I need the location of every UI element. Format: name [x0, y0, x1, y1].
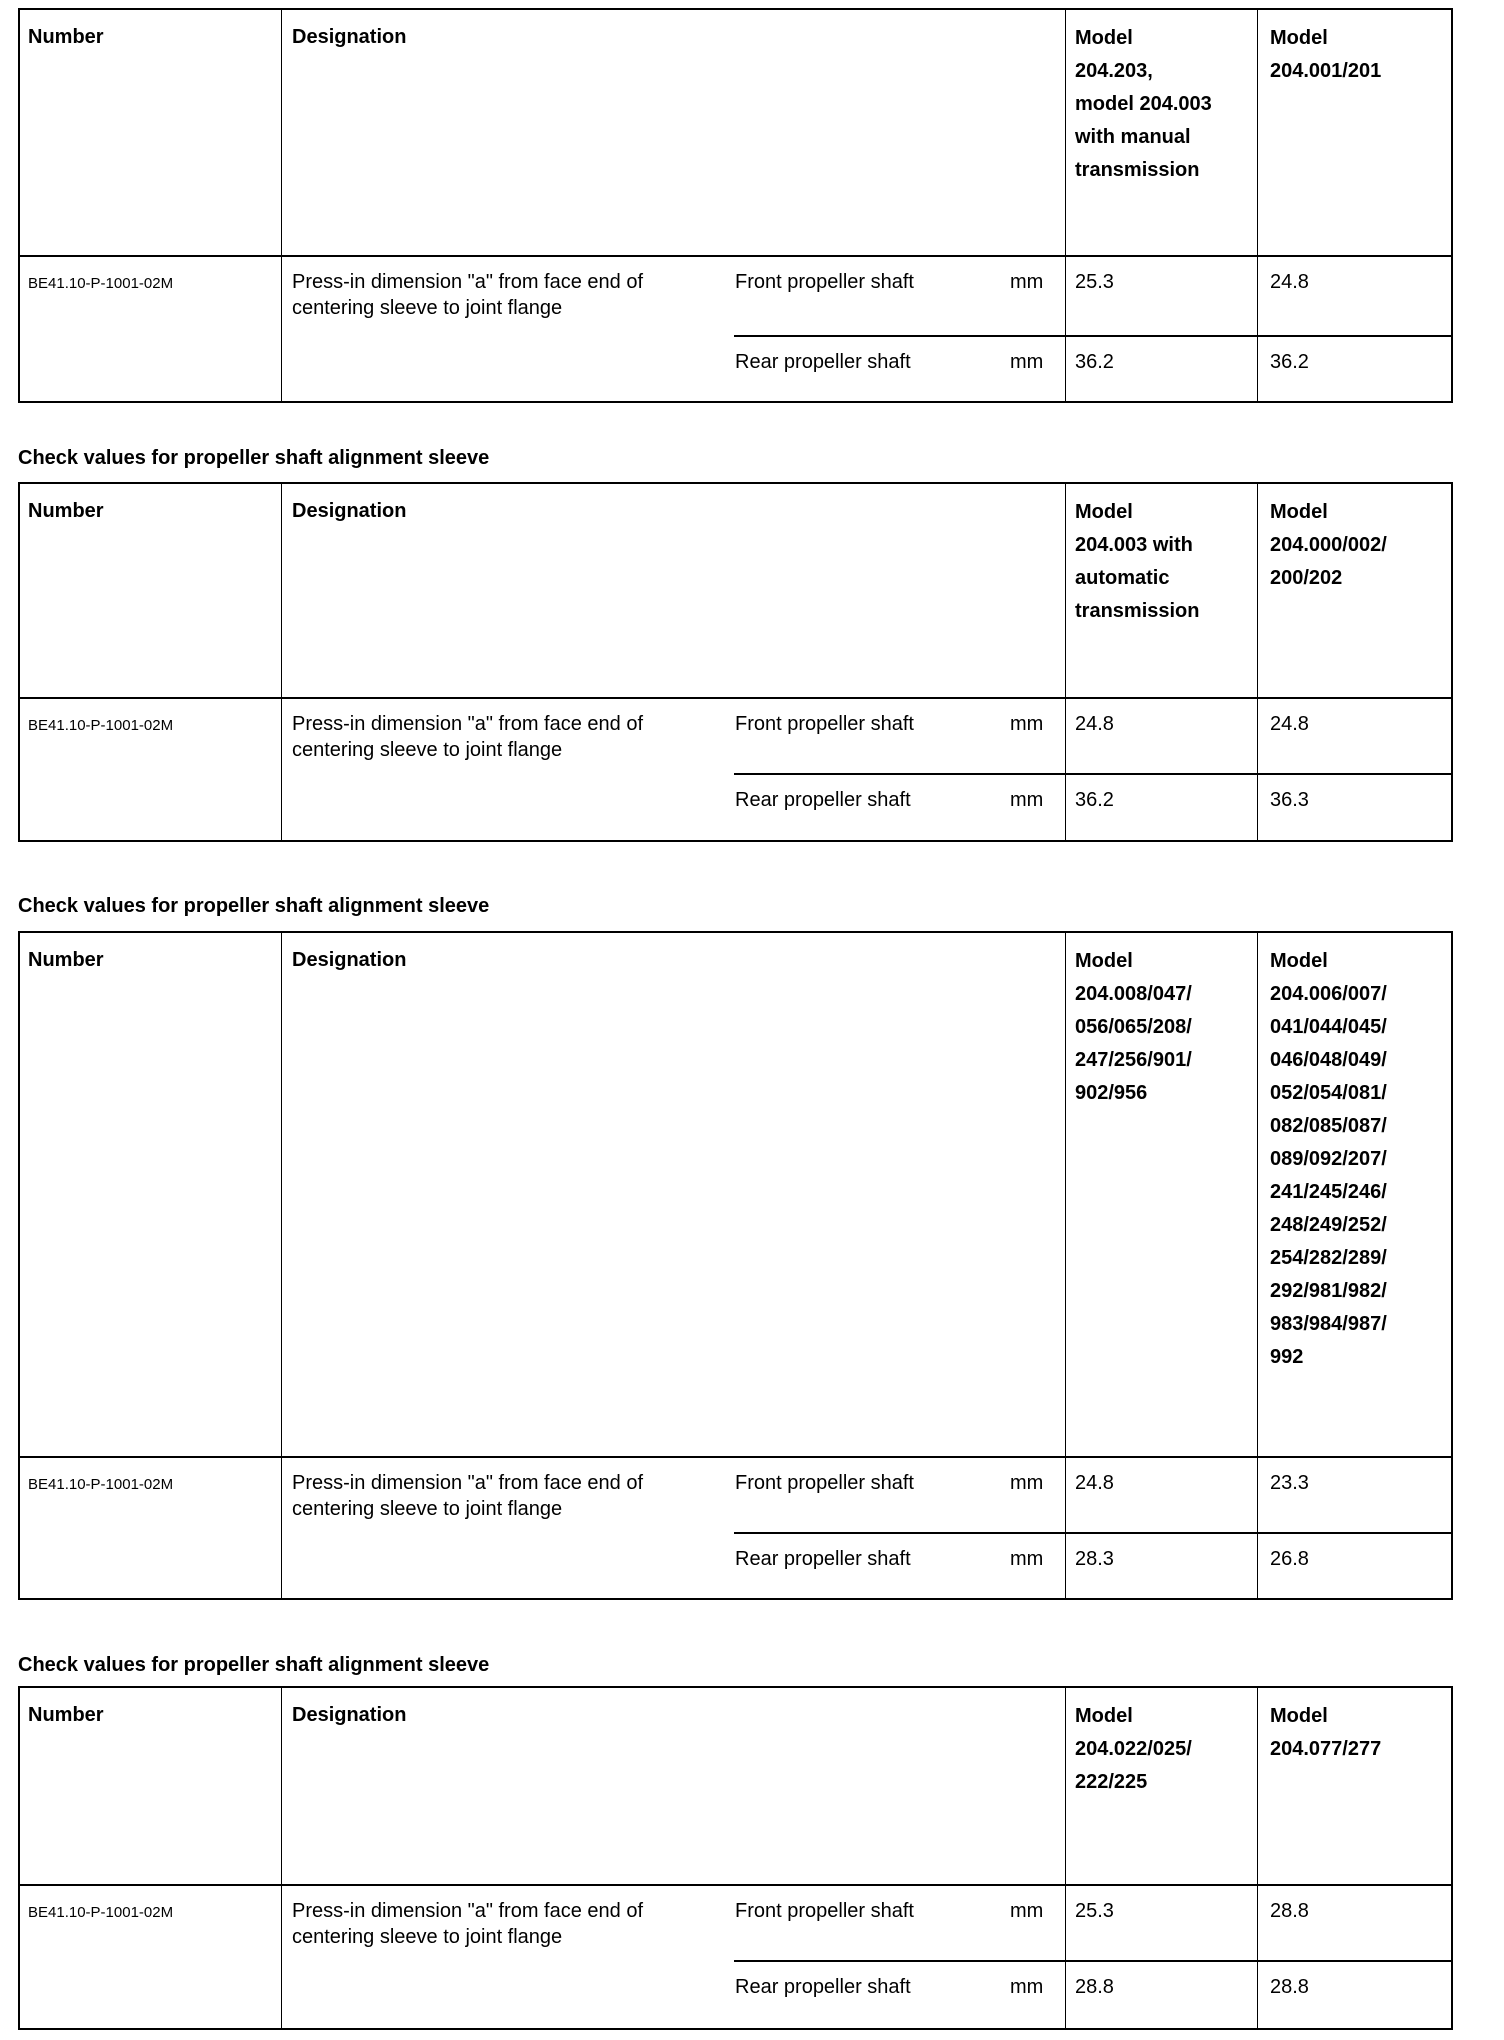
spec-table: [18, 8, 1453, 403]
rear-label: Rear propeller shaft: [735, 351, 911, 373]
number-cell: BE41.10-P-1001-02M: [28, 717, 174, 734]
header-row: [20, 484, 1451, 699]
header-model-b: Model 204.000/002/ 200/202: [1270, 501, 1387, 589]
header-model-a: Model 204.022/025/ 222/225: [1075, 1705, 1192, 1793]
header-row: [20, 10, 1451, 257]
row-divider: [734, 1960, 1451, 1962]
designation-cell: Press-in dimension "a" from face end of centering sleeve to joint flange: [292, 271, 644, 319]
front-unit: mm: [1010, 1900, 1044, 1922]
header-designation: Designation: [292, 1704, 407, 1726]
rear-value-b: 28.8: [1270, 1976, 1309, 1998]
rear-unit: mm: [1010, 351, 1044, 373]
header-row: [20, 1688, 1451, 1886]
column-divider: [1065, 1688, 1066, 2028]
header-model-a: Model 204.003 with automatic transmission: [1075, 501, 1200, 622]
column-divider: [1257, 933, 1258, 1598]
header-number: Number: [28, 1704, 104, 1726]
front-value-b: 24.8: [1270, 271, 1309, 293]
header-model-a: Model 204.203, model 204.003 with manual transmission: [1075, 27, 1212, 181]
header-model-a: Model 204.008/047/ 056/065/208/ 247/256/901/ 902/956: [1075, 950, 1192, 1104]
front-value-b: 23.3: [1270, 1472, 1309, 1494]
rear-value-a: 28.3: [1075, 1548, 1114, 1570]
column-divider: [1257, 484, 1258, 840]
front-value-a: 24.8: [1075, 1472, 1114, 1494]
column-divider: [281, 10, 282, 401]
number-cell: BE41.10-P-1001-02M: [28, 275, 174, 292]
rear-unit: mm: [1010, 789, 1044, 811]
header-row: [20, 933, 1451, 1458]
front-unit: mm: [1010, 1472, 1044, 1494]
rear-value-a: 36.2: [1075, 789, 1114, 811]
rear-label: Rear propeller shaft: [735, 1548, 911, 1570]
spec-table: [18, 482, 1453, 842]
row-divider: [734, 335, 1451, 337]
header-number: Number: [28, 949, 104, 971]
front-label: Front propeller shaft: [735, 1900, 914, 1922]
rear-unit: mm: [1010, 1976, 1044, 1998]
front-unit: mm: [1010, 271, 1044, 293]
front-value-b: 24.8: [1270, 713, 1309, 735]
front-value-a: 24.8: [1075, 713, 1114, 735]
front-label: Front propeller shaft: [735, 271, 914, 293]
rear-label: Rear propeller shaft: [735, 789, 911, 811]
column-divider: [281, 484, 282, 840]
section-heading: Check values for propeller shaft alignment sleeve: [18, 447, 490, 469]
front-value-a: 25.3: [1075, 271, 1114, 293]
column-divider: [281, 1688, 282, 2028]
rear-value-a: 36.2: [1075, 351, 1114, 373]
front-value-b: 28.8: [1270, 1900, 1309, 1922]
header-designation: Designation: [292, 500, 407, 522]
front-label: Front propeller shaft: [735, 1472, 914, 1494]
designation-cell: Press-in dimension "a" from face end of centering sleeve to joint flange: [292, 1472, 644, 1520]
front-unit: mm: [1010, 713, 1044, 735]
spec-table: [18, 1686, 1453, 2030]
rear-value-b: 36.3: [1270, 789, 1309, 811]
front-value-a: 25.3: [1075, 1900, 1114, 1922]
section-heading: Check values for propeller shaft alignment sleeve: [18, 1654, 490, 1676]
header-number: Number: [28, 26, 104, 48]
header-number: Number: [28, 500, 104, 522]
rear-label: Rear propeller shaft: [735, 1976, 911, 1998]
column-divider: [1065, 484, 1066, 840]
header-designation: Designation: [292, 26, 407, 48]
column-divider: [1065, 10, 1066, 401]
row-divider: [734, 773, 1451, 775]
rear-value-a: 28.8: [1075, 1976, 1114, 1998]
header-model-b: Model 204.077/277: [1270, 1705, 1382, 1760]
column-divider: [1257, 1688, 1258, 2028]
front-label: Front propeller shaft: [735, 713, 914, 735]
number-cell: BE41.10-P-1001-02M: [28, 1904, 174, 1921]
designation-cell: Press-in dimension "a" from face end of centering sleeve to joint flange: [292, 713, 644, 761]
rear-value-b: 36.2: [1270, 351, 1309, 373]
designation-cell: Press-in dimension "a" from face end of centering sleeve to joint flange: [292, 1900, 644, 1948]
row-divider: [734, 1532, 1451, 1534]
header-model-b: Model 204.001/201: [1270, 27, 1382, 82]
column-divider: [281, 933, 282, 1598]
column-divider: [1065, 933, 1066, 1598]
rear-unit: mm: [1010, 1548, 1044, 1570]
header-model-b: Model 204.006/007/ 041/044/045/ 046/048/049/ 052/054/081/ 082/085/087/ 089/092/207/ 241/245/246/ 248/249/252/ 254/282/289/ 292/981/982/ 983/984/987/ 992: [1270, 950, 1387, 1368]
section-heading: Check values for propeller shaft alignment sleeve: [18, 895, 490, 917]
rear-value-b: 26.8: [1270, 1548, 1309, 1570]
number-cell: BE41.10-P-1001-02M: [28, 1476, 174, 1493]
header-designation: Designation: [292, 949, 407, 971]
column-divider: [1257, 10, 1258, 401]
spec-table: [18, 931, 1453, 1600]
